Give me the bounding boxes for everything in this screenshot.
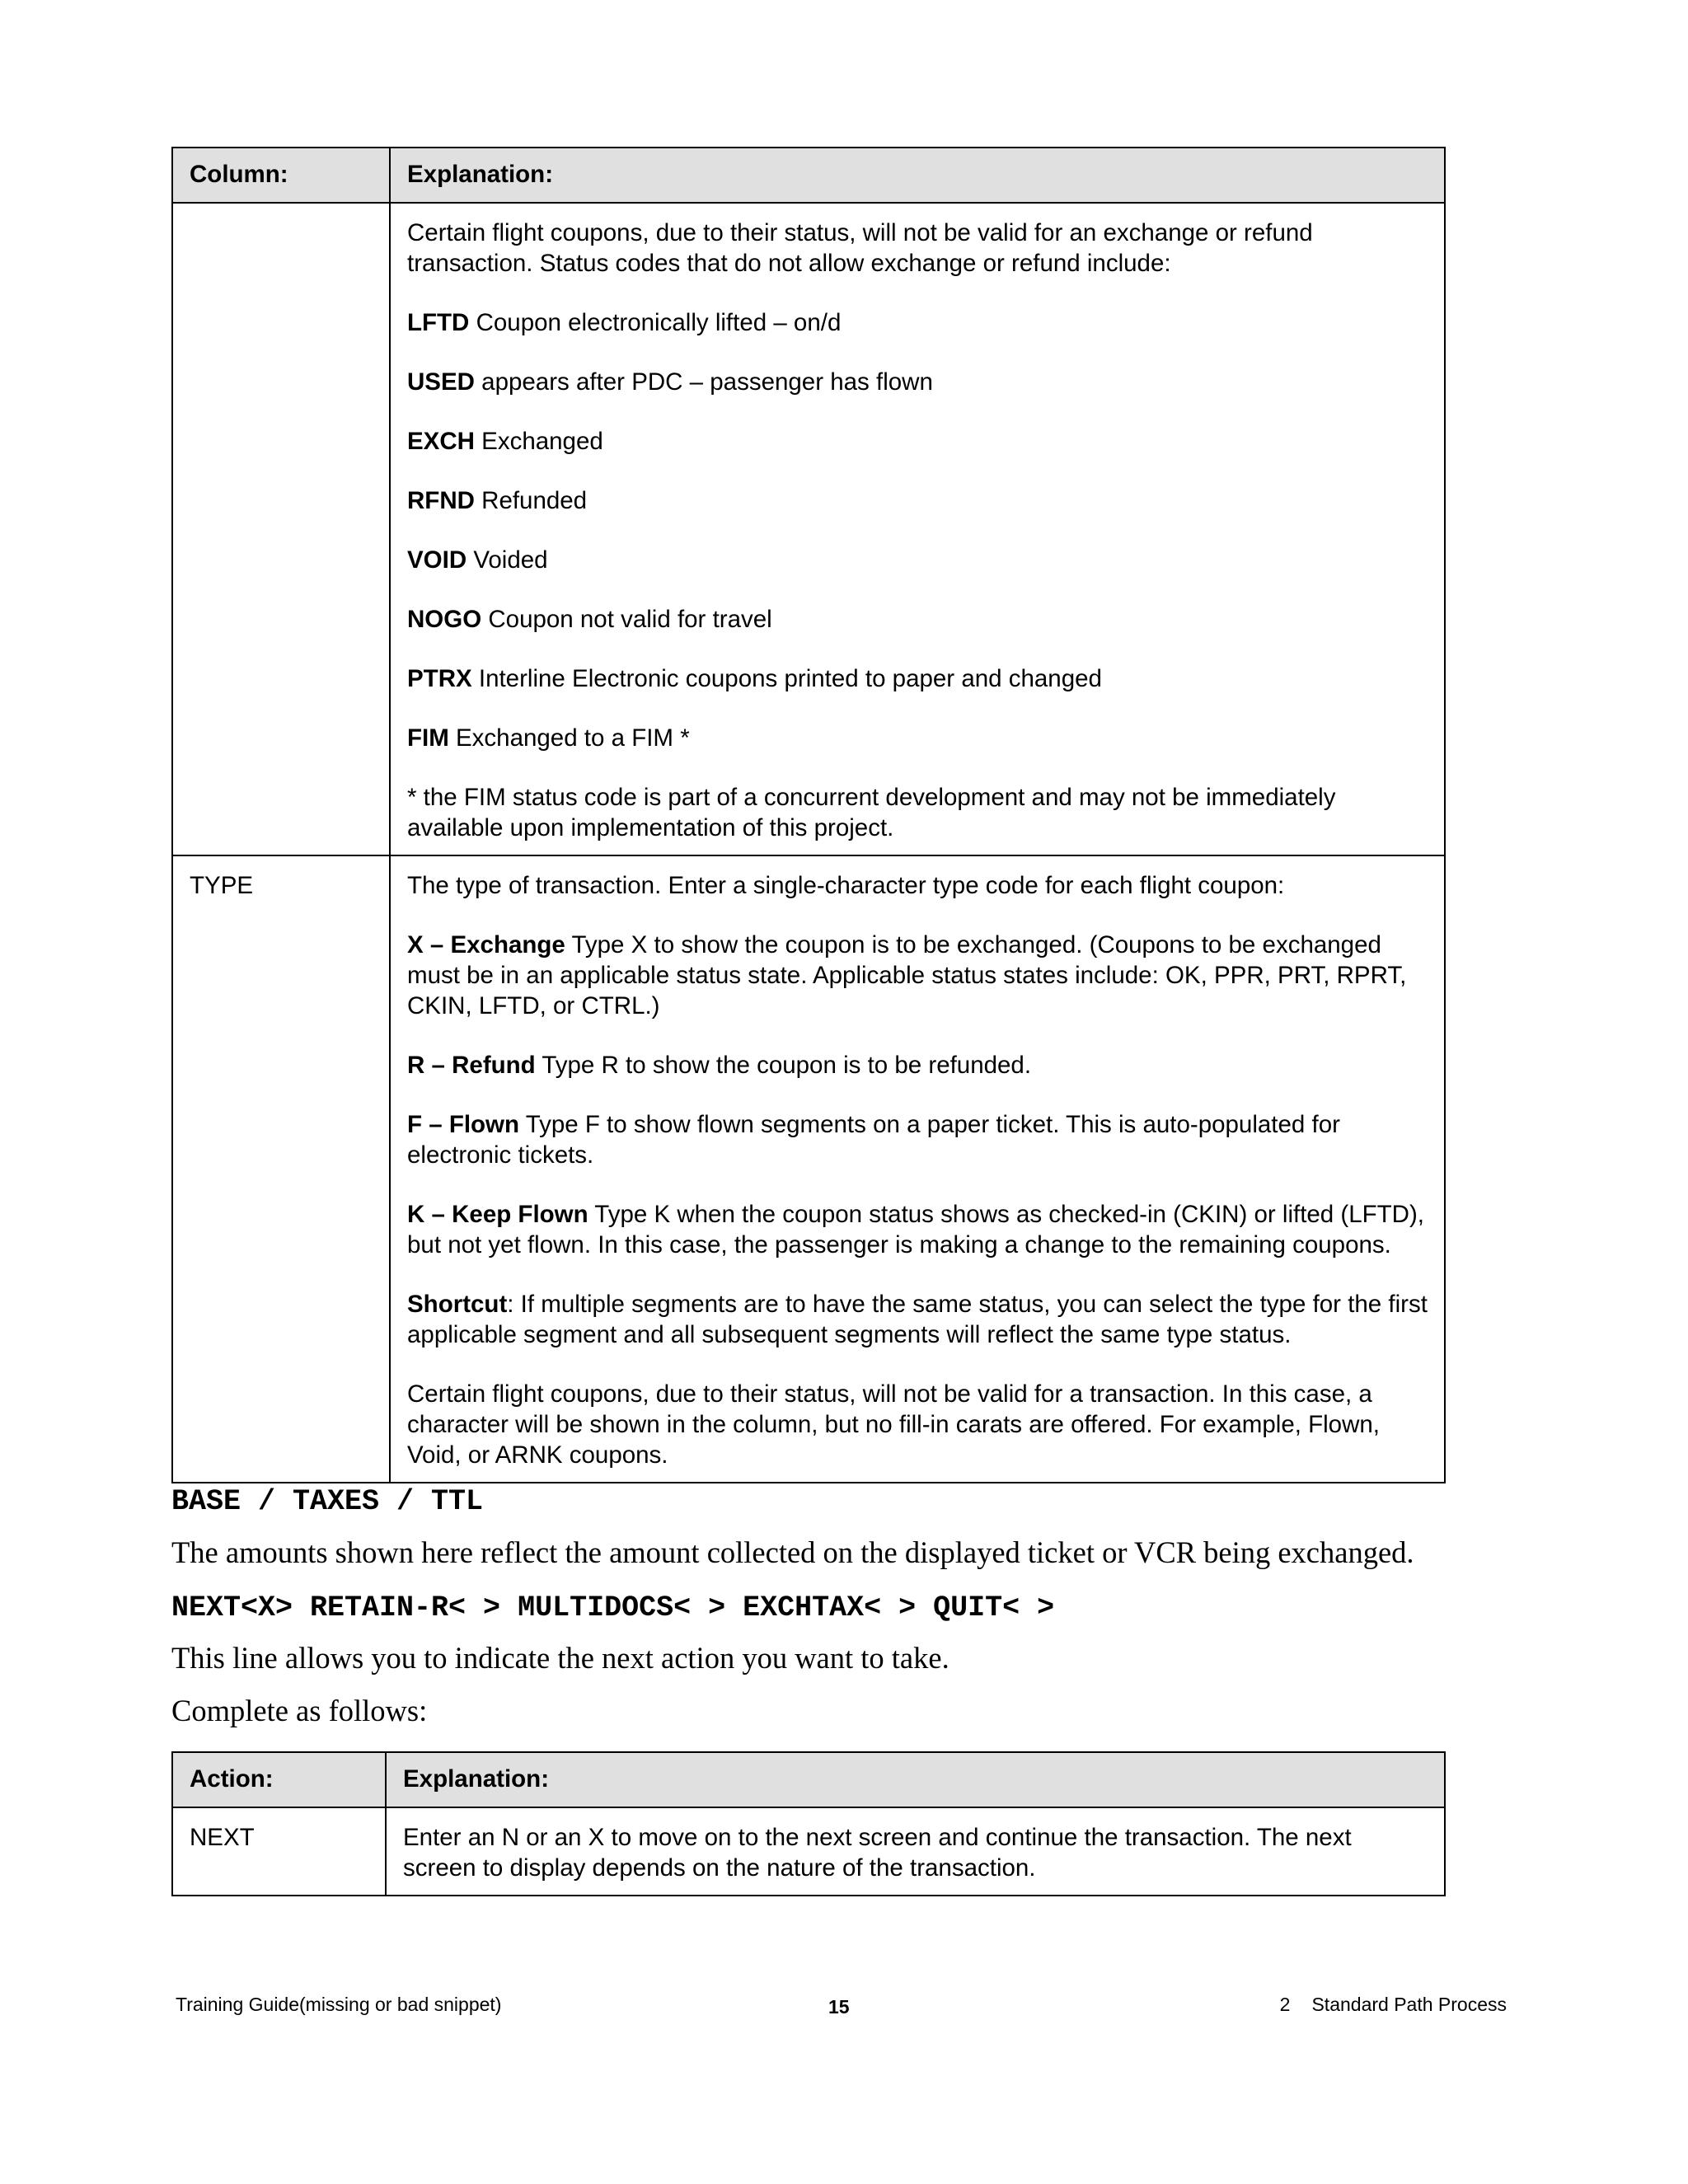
- type-item: [407, 1050, 1428, 1080]
- table-header-row: [172, 1752, 1445, 1807]
- type-item: [407, 1199, 1428, 1260]
- type-desc: Type F to show flown segments on a paper ticket. This is auto-populated for electronic tickets.: [407, 1111, 1340, 1169]
- status-code: PTRX: [407, 665, 472, 692]
- status-desc: Refunded: [474, 487, 588, 514]
- footer-chapter: [1280, 1993, 1507, 2016]
- table-row: [172, 1807, 1445, 1896]
- status-code-item: [407, 485, 1428, 516]
- page-number: 15: [828, 1996, 850, 2018]
- table-row: [172, 855, 1445, 1483]
- status-desc: Exchanged to a FIM *: [448, 724, 690, 752]
- status-code-item: [407, 604, 1428, 635]
- status-code: RFND: [407, 487, 475, 514]
- type-label: TYPE: [172, 855, 390, 1483]
- type-term: F – Flown: [407, 1111, 520, 1138]
- status-code: LFTD: [407, 309, 470, 336]
- explanation-header: Explanation:: [390, 148, 1445, 203]
- type-term: R – Refund: [407, 1052, 536, 1079]
- status-code-item: [407, 723, 1428, 753]
- type-term: X – Exchange: [407, 931, 565, 958]
- footer-guide-title: Training Guide(missing or bad snippet): [176, 1994, 502, 2015]
- status-code: NOGO: [407, 606, 482, 633]
- type-desc: : If multiple segments are to have the same status, you can select the type for the first applicable segment and all subsequent segments will reflect the same type status.: [407, 1291, 1428, 1348]
- next-line-text: This line allows you to indicate the next action you want to take.: [171, 1641, 950, 1675]
- action-explanation-table: [171, 1751, 1446, 1896]
- status-desc: Voided: [467, 546, 548, 574]
- type-item: [407, 930, 1428, 1021]
- complete-as-follows: Complete as follows:: [171, 1694, 428, 1727]
- type-item: [407, 1109, 1428, 1170]
- type-desc: Type R to show the coupon is to be refunded.: [535, 1052, 1032, 1079]
- empty-cell: [172, 203, 390, 855]
- status-code: USED: [407, 368, 475, 396]
- status-desc: Coupon electronically lifted – on/d: [469, 309, 842, 336]
- status-intro: Certain flight coupons, due to their status, will not be valid for an exchange or refund transaction. Status codes that do not allow exchange or refund include:: [407, 219, 1313, 277]
- chapter-number: 2: [1279, 1994, 1291, 2015]
- status-code: FIM: [407, 724, 449, 752]
- table-header-row: [172, 148, 1445, 203]
- type-desc: Type X to show the coupon is to be exchanged. (Coupons to be exchanged must be in an applicable status state. Applicable status states include: OK, PPR, PRT, RPRT, CKIN, LFTD, or CTRL.): [407, 931, 1407, 1019]
- chapter-title: Standard Path Process: [1311, 1994, 1507, 2015]
- next-line-heading: NEXT<X> RETAIN-R< > MULTIDOCS< > EXCHTAX< > QUIT< >: [171, 1591, 1055, 1624]
- status-codes-cell: [390, 203, 1445, 855]
- fim-note: * the FIM status code is part of a concurrent development and may not be immediately available upon implementation of this project.: [407, 784, 1336, 841]
- status-code-item: [407, 545, 1428, 575]
- status-desc: Coupon not valid for travel: [481, 606, 772, 633]
- explanation-header: Explanation:: [386, 1752, 1445, 1807]
- status-desc: Exchanged: [474, 428, 603, 455]
- base-taxes-heading: BASE / TAXES / TTL: [171, 1485, 484, 1518]
- type-desc: Type K when the coupon status shows as checked-in (CKIN) or lifted (LFTD), but not yet flown. In this case, the passenger is making a change to the remaining coupons.: [407, 1201, 1425, 1258]
- column-explanation-table: [171, 147, 1446, 1483]
- status-code-item: [407, 307, 1428, 338]
- type-outro: Certain flight coupons, due to their status, will not be valid for a transaction. In this case, a character will be shown in the column, but no fill-in carats are offered. For example, Flown, Void, or ARNK coupons.: [407, 1380, 1380, 1469]
- status-code-item: [407, 663, 1428, 694]
- type-intro: The type of transaction. Enter a single-character type code for each flight coupon:: [407, 872, 1285, 899]
- status-desc: Interline Electronic coupons printed to paper and changed: [471, 665, 1102, 692]
- status-code: EXCH: [407, 428, 475, 455]
- action-header: Action:: [172, 1752, 386, 1807]
- action-explanation-cell: Enter an N or an X to move on to the next screen and continue the transaction. The next screen to display depends on the nature of the transaction.: [386, 1807, 1445, 1896]
- table-row: [172, 203, 1445, 855]
- status-code-item: [407, 426, 1428, 457]
- type-term: K – Keep Flown: [407, 1201, 588, 1228]
- status-desc: appears after PDC – passenger has flown: [474, 368, 933, 396]
- base-taxes-text: The amounts shown here reflect the amount collected on the displayed ticket or VCR being exchanged.: [171, 1535, 1414, 1569]
- type-item: [407, 1289, 1428, 1350]
- status-code-item: [407, 367, 1428, 397]
- type-term: Shortcut: [407, 1291, 508, 1318]
- column-header: Column:: [172, 148, 390, 203]
- action-cell: NEXT: [172, 1807, 386, 1896]
- type-explanation-cell: [390, 855, 1445, 1483]
- status-code: VOID: [407, 546, 467, 574]
